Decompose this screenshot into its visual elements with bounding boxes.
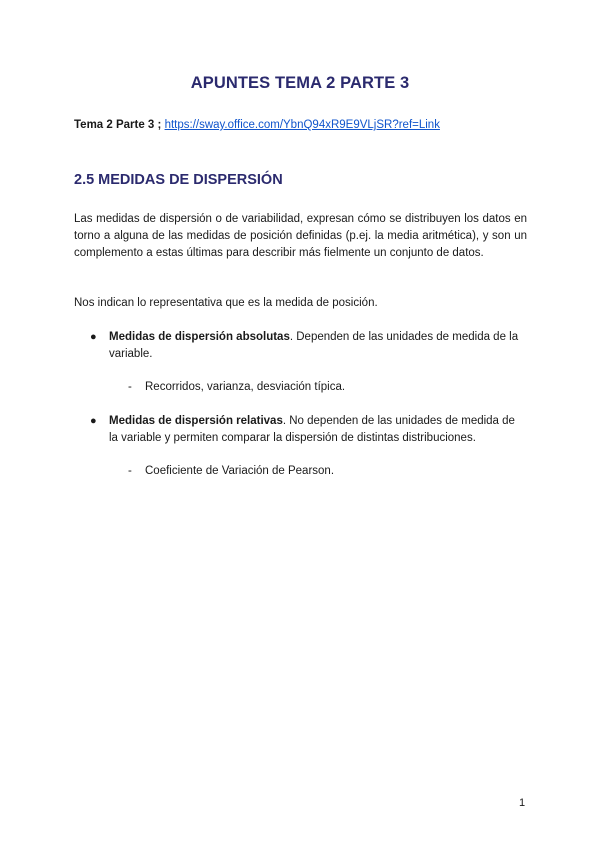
reference-line (74, 119, 440, 131)
sub-item-text: Recorridos, varianza, desviación típica. (145, 381, 346, 393)
document-title: APUNTES TEMA 2 PARTE 3 (190, 74, 410, 92)
bullet-dot: ● (90, 415, 97, 427)
bullet-bold-term: Medidas de dispersión relativas (109, 415, 283, 427)
bullet-dot: ● (90, 331, 97, 343)
bullet-bold-term: Medidas de dispersión absolutas (109, 331, 290, 343)
sub-item-text: Coeficiente de Variación de Pearson. (145, 465, 335, 477)
bullet-text (109, 413, 527, 447)
bullet-description: . Dependen de las unidades de medida de la variable. (109, 331, 519, 360)
sway-link[interactable]: https://sway.office.com/YbnQ94xR9E9VLjSR?ref=Link (164, 119, 440, 131)
dash-marker: - (128, 465, 132, 477)
section-heading: 2.5 MEDIDAS DE DISPERSIÓN (74, 172, 283, 188)
bullet-description: . No dependen de las unidades de medida de la variable y permiten comparar la dispersión de distintas distribuciones. (109, 415, 515, 444)
reference-label: Tema 2 Parte 3 ; (74, 119, 162, 131)
page-number: 1 (519, 797, 526, 809)
bullet-text (109, 329, 527, 363)
representativeness-paragraph: Nos indican lo representativa que es la medida de posición. (74, 297, 378, 309)
dash-marker: - (128, 381, 132, 393)
intro-paragraph: Las medidas de dispersión o de variabilidad, expresan cómo se distribuyen los datos en torno a alguna de las medidas de posición definidas (p.ej. la media aritmética), y son un complemento a estas últimas para describir más fielmente un conjunto de datos. (74, 213, 527, 259)
